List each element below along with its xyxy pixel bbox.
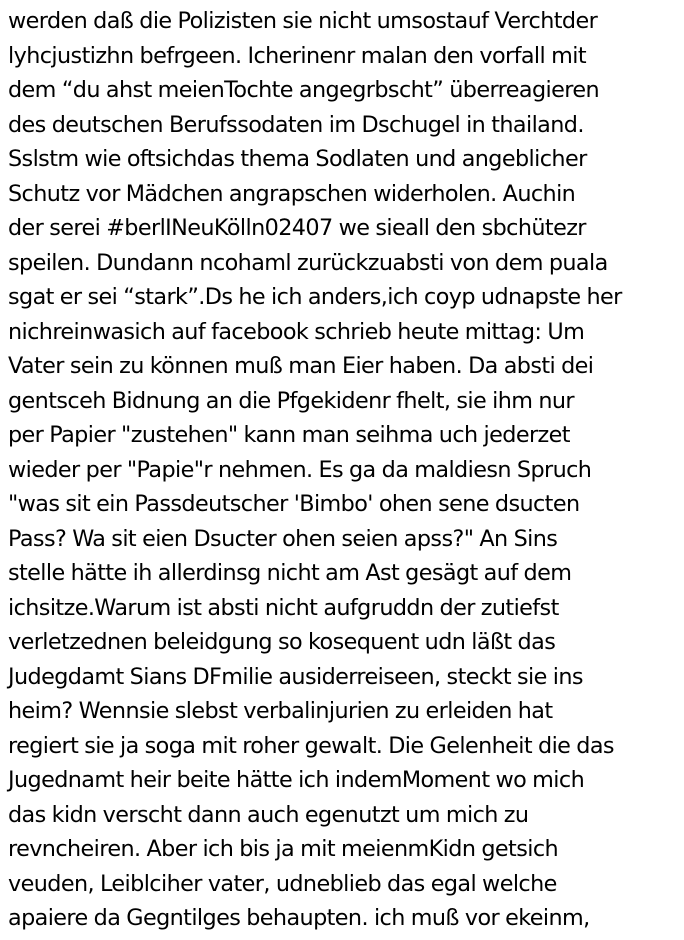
text-line: gentsceh Bidnung an die Pfgekidenr fhelt, sie ihm nur	[8, 387, 575, 414]
text-line: Sslstm wie oftsichdas thema Sodlaten und angeblicher	[8, 146, 587, 172]
text-line: des deutschen Berufssodaten im Dschugel in thailand.	[8, 111, 584, 138]
text-line: heim? Wennsie slebst verbalinjurien zu erleiden hat	[8, 698, 553, 724]
text-line: Vater sein zu können muß man Eier haben. Da absti dei	[8, 353, 594, 379]
text-line: Schutz vor Mädchen angrapschen widerholen. Auchin	[8, 180, 576, 207]
text-line: nichreinwasich auf facebook schrieb heute mittag: Um	[8, 318, 585, 345]
text-line: sgat er sei “stark”.Ds he ich anders,ich coyp udnapste her	[8, 284, 622, 310]
text-line: verletzednen beleidgung so kosequent udn läßt das	[8, 629, 556, 655]
text-line: der serei #berlINeuKölln02407 we sieall den sbchütezr	[8, 215, 586, 241]
text-line: Pass? Wa sit eien Dsucter ohen seien apss?" An Sins	[8, 525, 558, 552]
text-line: revncheiren. Aber ich bis ja mit meienmKidn getsich	[8, 836, 559, 862]
text-line: apaiere da Gegntilges behaupten. ich muß vor ekeinm,	[8, 905, 590, 931]
text-line: ichsitze.Warum ist absti nicht aufgruddn der zutiefst	[8, 594, 559, 621]
text-line: speilen. Dundann ncohaml zurückzuabsti von dem puala	[8, 249, 608, 276]
text-line: das kidn verscht dann auch egenutzt um mich zu	[8, 801, 529, 828]
text-line: werden daß die Polizisten sie nicht umsostauf Verchtder	[8, 8, 598, 34]
text-line: dem “du ahst meienTochte angegrbscht” überreagieren	[8, 77, 599, 103]
text-line: stelle hätte ih allerdinsg nicht am Ast gesägt auf dem	[8, 560, 572, 586]
text-line: wieder per "Papie"r nehmen. Es ga da maldiesn Spruch	[8, 456, 592, 483]
text-line: lyhcjustizhn befrgeen. Icherinenr malan den vorfall mit	[8, 42, 587, 69]
text-line: Jugednamt heir beite hätte ich indemMoment wo mich	[8, 767, 585, 793]
text-line: veuden, Leiblciher vater, udneblieb das egal welche	[8, 870, 557, 897]
text-line: regiert sie ja soga mit roher gewalt. Die Gelenheit die das	[8, 732, 614, 759]
text-line: Judegdamt Sians DFmilie ausiderreiseen, steckt sie ins	[8, 663, 583, 690]
text-line: "was sit ein Passdeutscher 'Bimbo' ohen sene dsucten	[8, 491, 580, 517]
text-line: per Papier "zustehen" kann man seihma uch jederzet	[8, 422, 570, 448]
body-text	[8, 4, 684, 936]
